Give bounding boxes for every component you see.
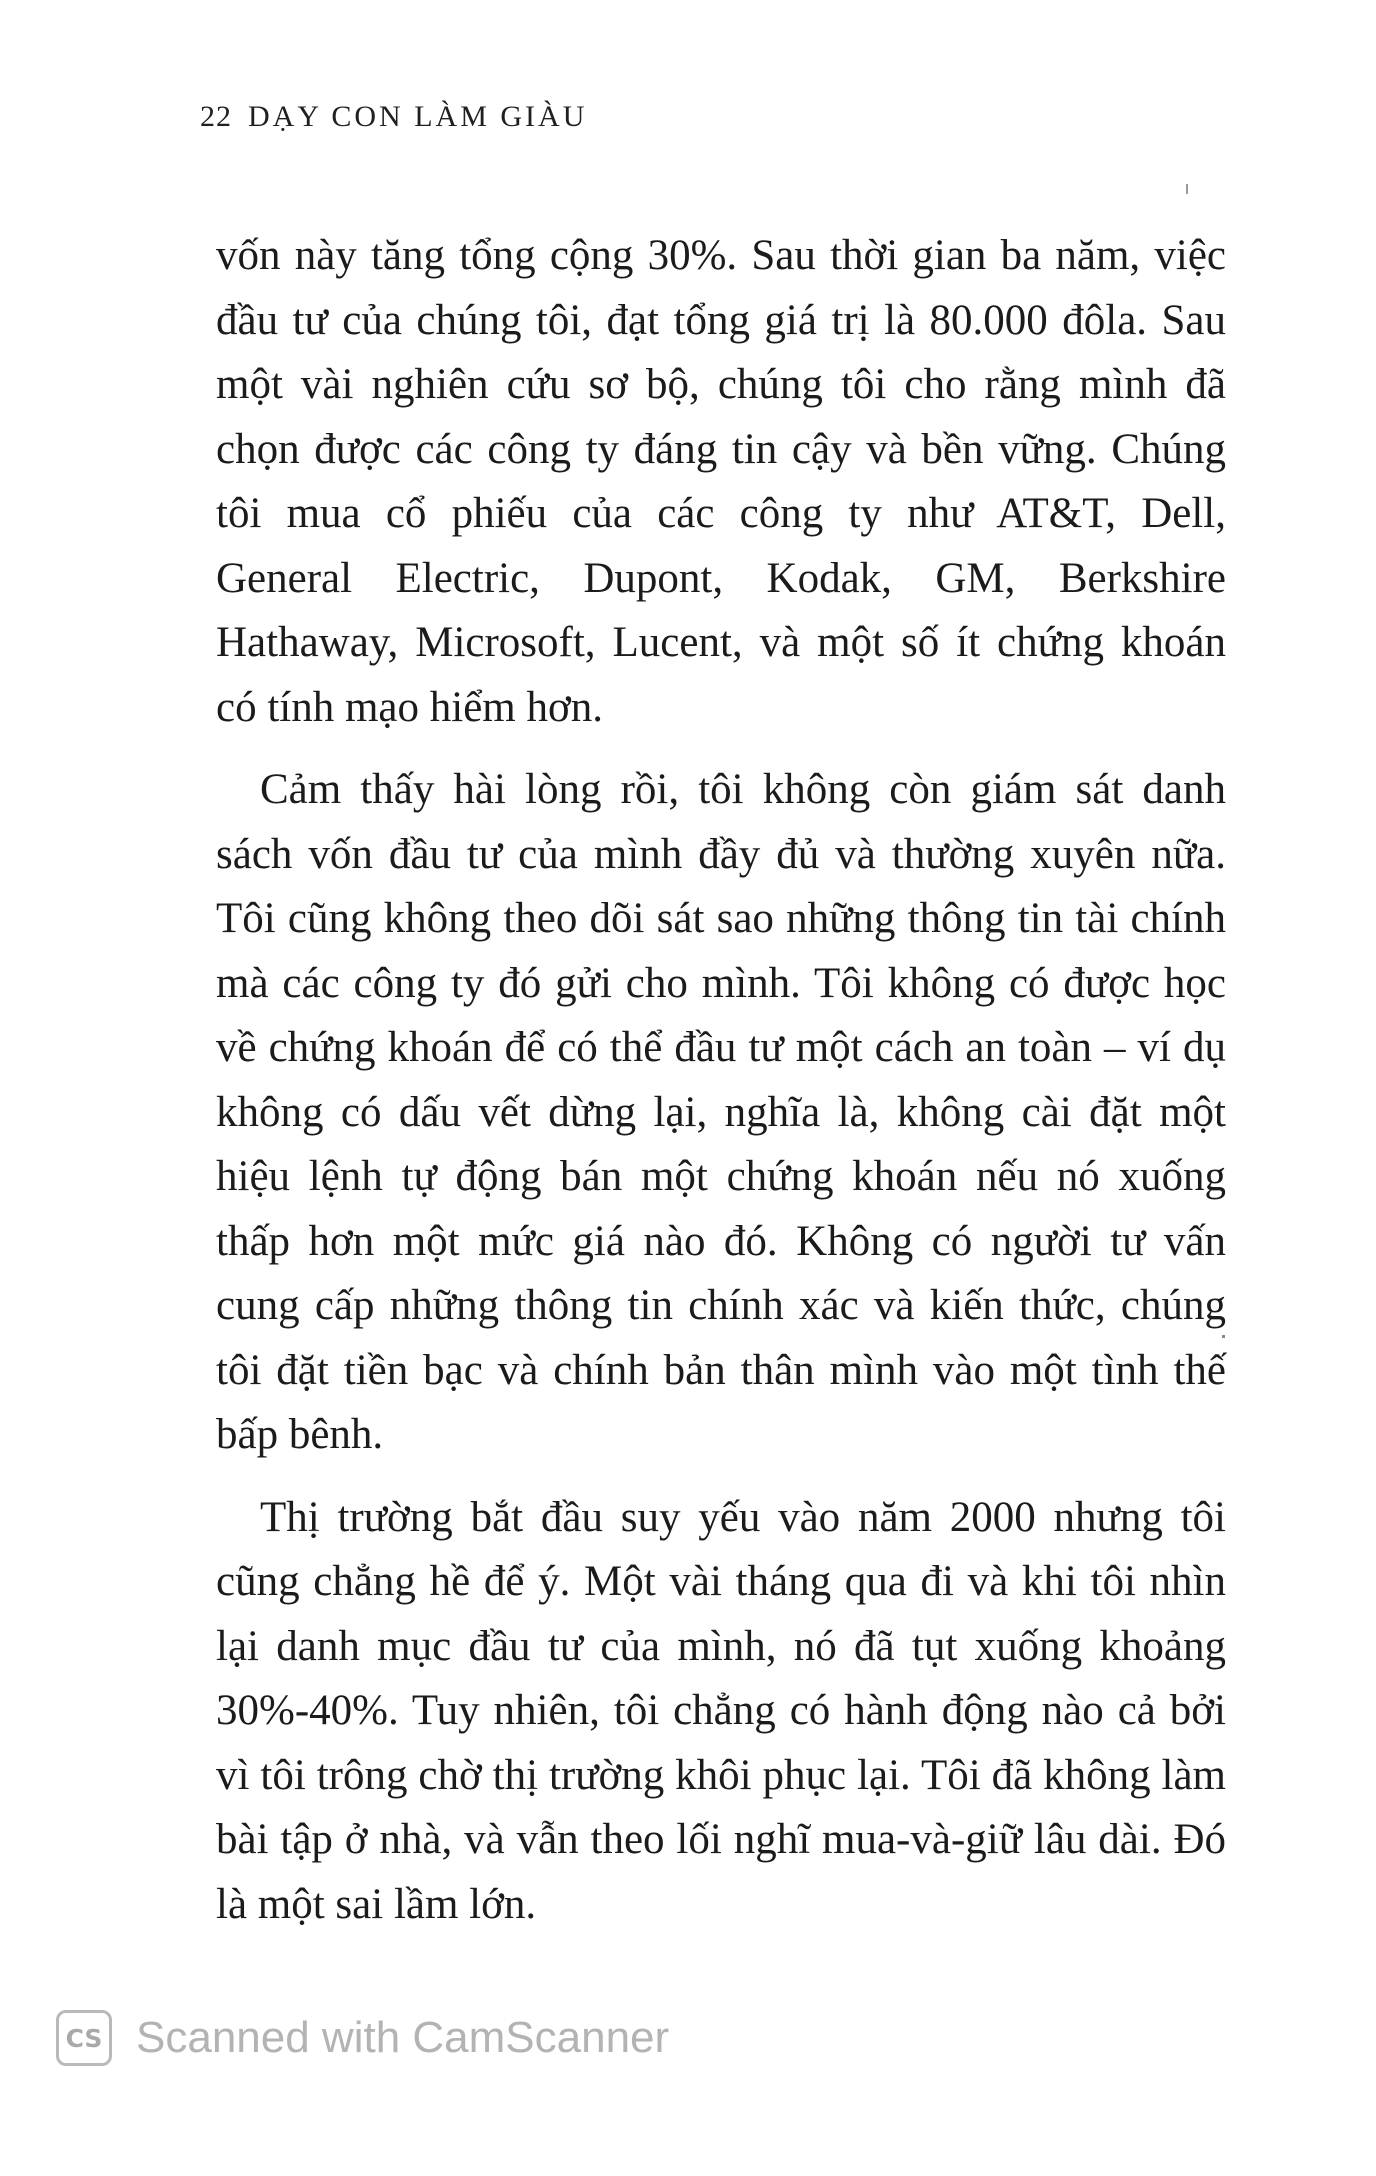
camscanner-watermark: [56, 2012, 669, 2064]
body-text: [216, 224, 1226, 1937]
book-title: DẠY CON LÀM GIÀU: [248, 100, 588, 133]
paragraph-1: vốn này tăng tổng cộng 30%. Sau thời gian ba năm, việc đầu tư của chúng tôi, đạt tổng giá trị là 80.000 đôla. Sau một vài nghiên cứu sơ bộ, chúng tôi cho rằng mình đã chọn được các công ty đáng tin cậy và bền vững. Chúng tôi mua cổ phiếu của các công ty như AT&T, Dell, General Electric, Dupont, Kodak, GM, Berkshire Hathaway, Microsoft, Lucent, và một số ít chứng khoán có tính mạo hiểm hơn.: [216, 232, 1226, 731]
page-number: 22: [200, 100, 232, 133]
paragraph-3: Thị trường bắt đầu suy yếu vào năm 2000 nhưng tôi cũng chẳng hề để ý. Một vài tháng qua đi và khi tôi nhìn lại danh mục đầu tư của mình, nó đã tụt xuống khoảng 30%-40%. Tuy nhiên, tôi chẳng có hành động nào cả bởi vì tôi trông chờ thị trường khôi phục lại. Tôi đã không làm bài tập ở nhà, và vẫn theo lối nghĩ mua-và-giữ lâu dài. Đó là một sai lầm lớn.: [216, 1493, 1226, 1928]
running-head: [200, 100, 587, 134]
scan-mark: [1186, 184, 1188, 194]
paragraph-2: Cảm thấy hài lòng rồi, tôi không còn giám sát danh sách vốn đầu tư của mình đầy đủ và thường xuyên nữa. Tôi cũng không theo dõi sát sao những thông tin tài chính mà các công ty đó gửi cho mình. Tôi không có được học về chứng khoán để có thể đầu tư một cách an toàn – ví dụ không có dấu vết dừng lại, nghĩa là, không cài đặt một hiệu lệnh tự động bán một chứng khoán nếu nó xuống thấp hơn một mức giá nào đó. Không có người tư vấn cung cấp những thông tin chính xác và kiến thức, chúng tôi đặt tiền bạc và chính bản thân mình vào một tình thế bấp bênh.: [216, 766, 1226, 1458]
camscanner-logo-icon: CS: [56, 2010, 112, 2066]
watermark-text: Scanned with CamScanner: [136, 2013, 670, 2062]
